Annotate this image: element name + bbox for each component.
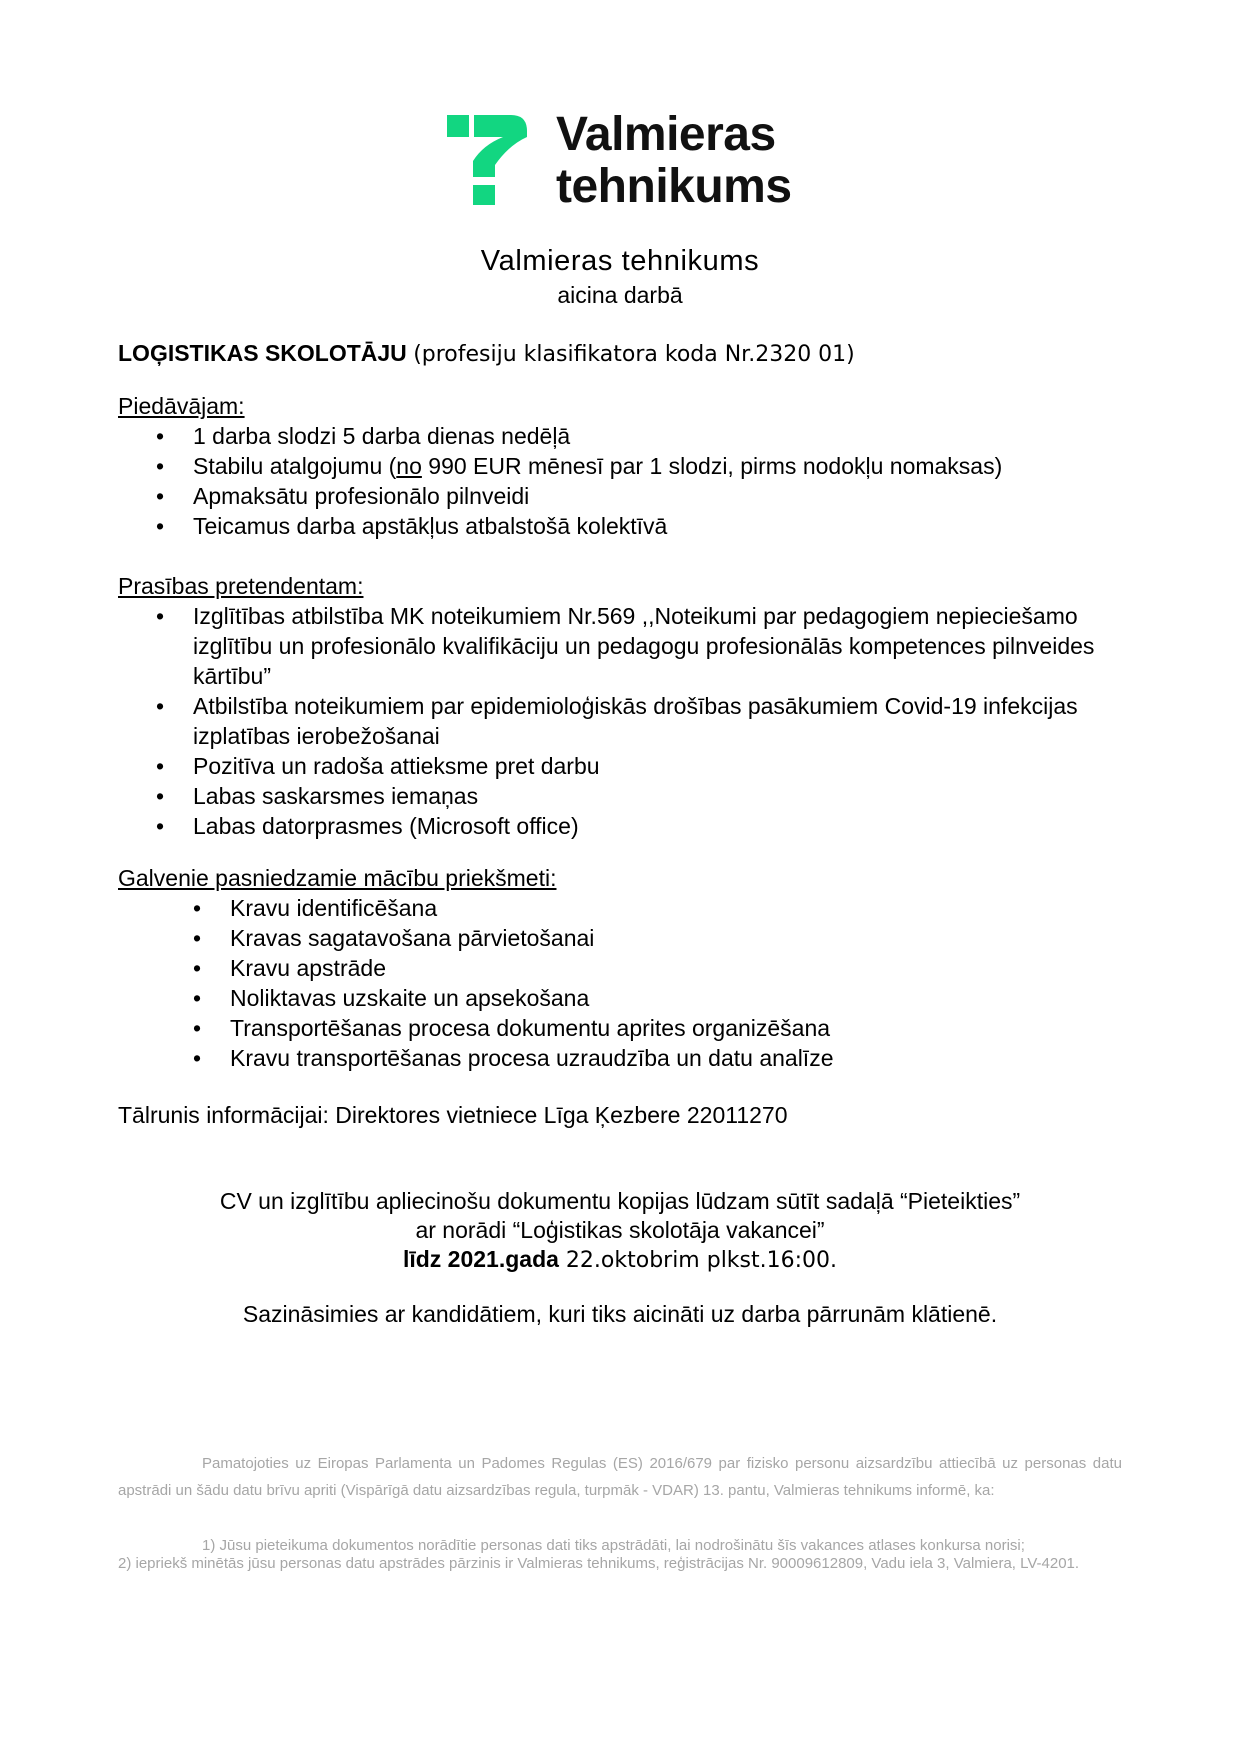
subjects-title: Galvenie pasniedzamie mācību priekšmeti:	[118, 865, 557, 891]
logo-mark-dot	[473, 185, 495, 205]
offer-list	[118, 421, 1128, 541]
list-item: • 1 darba slodzi 5 darba dienas nedēļā	[118, 421, 1128, 451]
position-name: LOĢISTIKAS SKOLOTĀJU	[118, 340, 407, 366]
logo-mark-hook	[473, 115, 527, 177]
gdpr-notice: Pamatojoties uz Eiropas Parlamenta un Padomes Regulas (ES) 2016/679 par fizisko personu aizsardzību attiecībā uz personas datu apstrādi un šādu datu brīvu apriti (Vispārīgā datu aizsardzības regula, turpmāk - VDAR) 13. pantu, Valmieras tehnikums informē, ka:	[118, 1455, 1122, 1499]
application-deadline	[0, 1245, 1240, 1275]
list-item: • Apmaksātu profesionālo pilnveidi	[118, 481, 1128, 511]
list-item: • Labas datorprasmes (Microsoft office)	[118, 811, 1118, 841]
requirements-title: Prasības pretendentam:	[118, 573, 364, 599]
gdpr-points	[118, 1537, 1122, 1573]
application-line2: ar norādi “Loģistikas skolotāja vakancei”	[415, 1217, 825, 1243]
position-code: (profesiju klasifikatora koda Nr.2320 01)	[413, 342, 855, 367]
list-item: • Transportēšanas procesa dokumentu aprites organizēšana	[118, 1013, 1118, 1043]
school-logo	[447, 108, 807, 213]
application-line1: CV un izglītību apliecinošu dokumentu kopijas lūdzam sūtīt sadaļā “Pieteikties”	[219, 1188, 1021, 1214]
subjects-list	[118, 893, 1118, 1073]
contact-phone: Tālrunis informācijai: Direktores vietniece Līga Ķezbere 22011270	[118, 1102, 788, 1128]
offer-title: Piedāvājam:	[118, 393, 245, 419]
list-item: • Noliktavas uzskaite un apsekošana	[118, 983, 1118, 1013]
page-title: Valmieras tehnikums	[480, 245, 760, 277]
interview-note: Sazināsimies ar kandidātiem, kuri tiks aicināti uz darba pārrunām klātienē.	[242, 1301, 998, 1327]
gdpr-point-1: 1) Jūsu pieteikuma dokumentos norādītie personas dati tiks apstrādāti, lai nodrošinātu šīs vakances atlases konkursa norisi;	[202, 1537, 1025, 1554]
t-question-mark-logo-icon	[447, 115, 527, 205]
offer-section	[118, 391, 1128, 541]
subjects-section	[118, 863, 1118, 1073]
logo-wordmark-line1: Valmieras	[556, 108, 776, 161]
list-item: • Kravas sagatavošana pārvietošanai	[118, 923, 1118, 953]
requirements-list	[118, 601, 1118, 841]
list-item-salary	[118, 451, 1128, 481]
position-line	[118, 338, 855, 370]
list-item: • Kravu identificēšana	[118, 893, 1118, 923]
list-item: • Kravu apstrāde	[118, 953, 1118, 983]
logo-wordmark	[556, 109, 792, 213]
salary-prefix: Stabilu atalgojumu (	[193, 453, 397, 479]
salary-suffix: 990 EUR mēnesī par 1 slodzi, pirms nodokļu nomaksas)	[421, 453, 1003, 479]
list-item: • Pozitīva un radoša attieksme pret darbu	[118, 751, 1118, 781]
application-instructions	[0, 1187, 1240, 1275]
list-item: • Teicamus darba apstākļus atbalstošā kolektīvā	[118, 511, 1128, 541]
deadline-bold: līdz 2021.gada	[402, 1246, 559, 1272]
salary-from: no	[396, 453, 422, 479]
list-item: • Izglītības atbilstība MK noteikumiem Nr.569 ,,Noteikumi par pedagogiem nepieciešamo izglītību un profesionālo kvalifikāciju un pedagogu profesionālās kompetences pilnveides kārtību”	[118, 601, 1118, 691]
list-item: • Labas saskarsmes iemaņas	[118, 781, 1118, 811]
logo-mark-left-square	[447, 115, 469, 137]
deadline-date: 22.oktobrim plkst.16:00.	[558, 1248, 838, 1273]
logo-wordmark-line2: tehnikums	[556, 160, 792, 213]
list-item: • Kravu transportēšanas procesa uzraudzība un datu analīze	[118, 1043, 1118, 1073]
gdpr-point-2: 2) iepriekš minētās jūsu personas datu apstrādes pārzinis ir Valmieras tehnikums, reģistrācijas Nr. 90009612809, Vadu iela 3, Valmiera, LV-4201.	[118, 1555, 1080, 1572]
list-item: • Atbilstība noteikumiem par epidemioloģiskās drošības pasākumiem Covid-19 infekcijas izplatības ierobežošanai	[118, 691, 1118, 751]
page-subtitle: aicina darbā	[557, 282, 683, 308]
requirements-section	[118, 571, 1118, 841]
